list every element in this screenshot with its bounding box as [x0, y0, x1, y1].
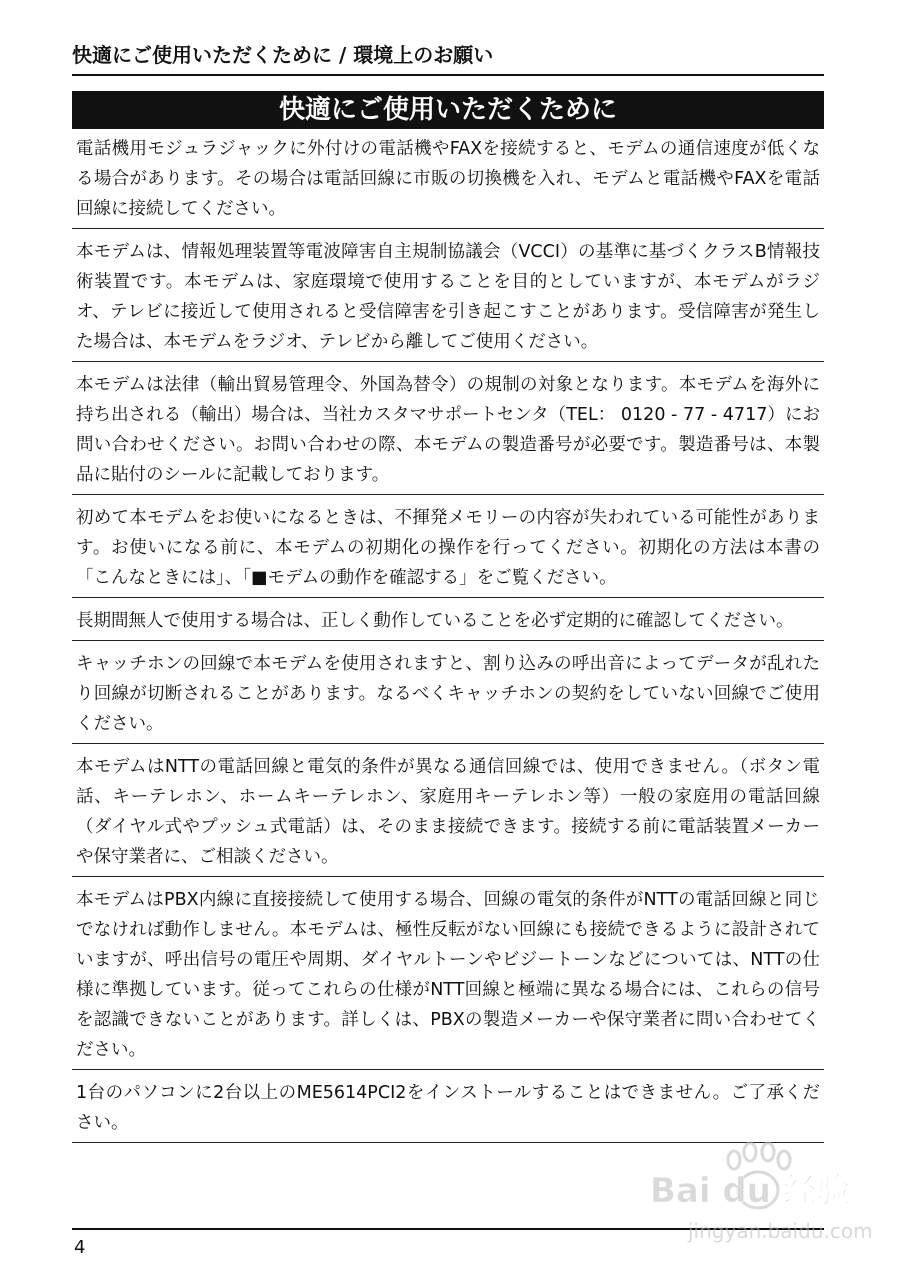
notes-list	[72, 132, 824, 1143]
note-vcci: 本モデムは、情報処理装置等電波障害自主規制協議会（VCCI）の基準に基づくクラスB情報技術装置です。本モデムは、家庭環境で使用することを目的としていますが、本モデムがラジオ、テレビに接近して使用されると受信障害を引き起こすことがあります。受信障害が発生した場合は、本モデムをラジオ、テレビから離してご使用ください。	[72, 235, 824, 362]
note-unattended-use: 長期間無人で使用する場合は、正しく動作していることを必ず定期的に確認してください。	[72, 604, 824, 641]
note-pbx: 本モデムはPBX内線に直接接続して使用する場合、回線の電気的条件がNTTの電話回線と同じでなければ動作しません。本モデムは、極性反転がない回線にも接続できるように設計されていますが、呼出信号の電圧や周期、ダイヤルトーンやビジートーンなどについては、NTTの仕様に準拠しています。従ってこれらの仕様がNTT回線と極端に異なる場合には、これらの信号を認識できないことがあります。詳しくは、PBXの製造メーカーや保守業者に問い合わせてください。	[72, 883, 824, 1070]
watermark-url: jingyan.baidu.com	[688, 1219, 873, 1243]
watermark-brand: Bai du 经验	[650, 1171, 851, 1211]
note-initialization: 初めて本モデムをお使いになるときは、不揮発メモリーの内容が失われている可能性があります。お使いになる前に、本モデムの初期化の操作を行ってください。初期化の方法は本書の「こんなときには」、「■モデムの動作を確認する」をご覧ください。	[72, 501, 824, 598]
note-modular-jack: 電話機用モジュラジャックに外付けの電話機やFAXを接続すると、モデムの通信速度が低くなる場合があります。その場合は電話回線に市販の切換機を入れ、モデムと電話機やFAXを電話回線に接続してください。	[72, 132, 824, 229]
running-header	[72, 40, 824, 76]
note-ntt-lines: 本モデムはNTTの電話回線と電気的条件が異なる通信回線では、使用できません。（ボタン電話、キーテレホン、ホームキーテレホン、家庭用キーテレホン等）一般の家庭用の電話回線（ダイヤル式やプッシュ式電話）は、そのまま接続できます。接続する前に電話装置メーカーや保守業者に、ご相談ください。	[72, 750, 824, 877]
baidu-jingyan-watermark	[648, 1138, 888, 1258]
note-catch-phone: キャッチホンの回線で本モデムを使用されますと、割り込みの呼出音によってデータが乱れたり回線が切断されることがあります。なるべくキャッチホンの契約をしていない回線でご使用ください。	[72, 647, 824, 744]
note-export-control: 本モデムは法律（輸出貿易管理令、外国為替令）の規制の対象となります。本モデムを海外に持ち出される（輸出）場合は、当社カスタマサポートセンタ（TEL： 0120 - 77 - 4717）にお問い合わせください。お問い合わせの際、本モデムの製造番号が必要です。製造番号は、本製品に貼付のシールに記載しております。	[72, 368, 824, 495]
note-single-install: 1台のパソコンに2台以上のME5614PCI2をインストールすることはできません。ご了承ください。	[72, 1076, 824, 1143]
page-number: 4	[74, 1237, 86, 1258]
section-title-bar	[72, 91, 824, 129]
section-title: 快適にご使用いただくために	[278, 95, 617, 125]
running-header-title: 快適にご使用いただくために / 環境上のお願い	[72, 43, 494, 67]
